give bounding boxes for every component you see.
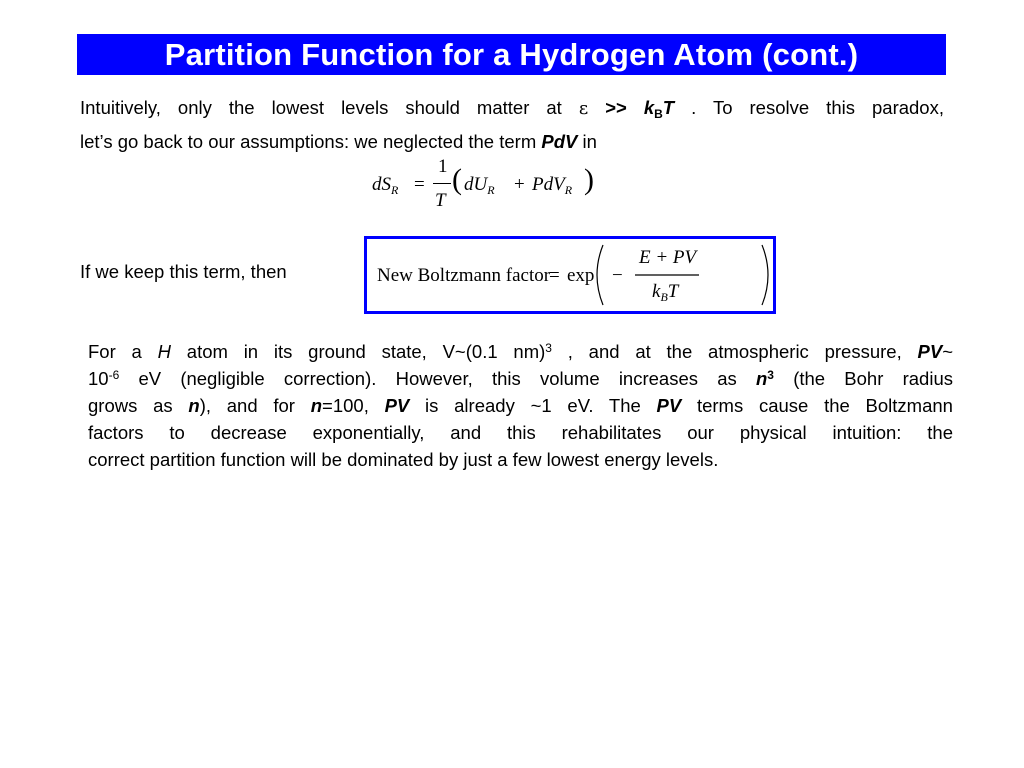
intro-paragraph	[80, 94, 944, 155]
boltzmann-denominator	[652, 281, 678, 303]
ten: 10	[88, 368, 109, 389]
epsilon-symbol: ε	[578, 98, 589, 119]
para2-text-10: =100,	[322, 395, 385, 416]
boltzmann-factor-box	[364, 236, 776, 314]
para2-line-3	[88, 392, 953, 419]
intro-line-2	[80, 128, 944, 155]
n-symbol-3: n	[310, 395, 323, 416]
n-cubed-exponent: 3	[767, 368, 774, 382]
para2-text-11: is already ~1 eV. The	[409, 395, 657, 416]
eq1-du-sub: R	[487, 183, 495, 197]
intro-text-4: in	[577, 131, 597, 152]
boltzmann-den-k: k	[652, 281, 661, 302]
para2-line-4	[88, 419, 953, 446]
para2-text-14: correct partition function will be dominated by just a few lowest energy levels.	[88, 449, 719, 470]
para2-line-5	[88, 446, 953, 473]
kb-subscript: B	[654, 107, 663, 121]
entropy-equation	[368, 156, 598, 216]
eq1-plus: +	[514, 174, 525, 195]
n-symbol-2: n	[188, 395, 200, 416]
temperature-symbol: T	[662, 97, 675, 118]
eq1-du-text: dU	[464, 174, 488, 195]
boltzmann-den-t: T	[667, 281, 679, 302]
eq1-equals: =	[414, 174, 425, 195]
intro-text-1: Intuitively, only the lowest levels should matter at	[80, 97, 579, 118]
pv-term-2: PV	[384, 395, 410, 416]
eq1-fraction-bar	[433, 183, 451, 184]
para2-text-7: (the Bohr radius	[773, 368, 953, 389]
much-greater-symbol: >>	[588, 97, 644, 118]
para2-text-2: atom in its ground state, V~(0.1 nm)	[171, 341, 546, 362]
boltzmann-minus: −	[612, 265, 623, 286]
eq1-pdv-text: PdV	[532, 174, 565, 195]
para2-text-9: ), and for	[199, 395, 311, 416]
para2-text-3: , and at the atmospheric pressure,	[551, 341, 918, 362]
eq1-numerator: 1	[438, 156, 448, 177]
pv-term-1: PV	[917, 341, 943, 362]
eq1-left-paren: (	[452, 163, 462, 196]
para2-text-8: grows as	[88, 395, 189, 416]
pdv-term: PdV	[541, 131, 578, 152]
boltzmann-equals: =	[549, 265, 560, 286]
eq1-du	[464, 174, 495, 196]
para2-text-13: factors to decrease exponentially, and this rehabilitates our physical intuition: the	[88, 422, 953, 443]
para2-text-1: For a	[88, 341, 158, 362]
para2-line-1	[88, 338, 953, 365]
neg6-exponent: -6	[108, 368, 120, 382]
eq1-ds: dS	[372, 174, 391, 195]
eq1-right-paren: )	[584, 163, 594, 196]
hydrogen-symbol: H	[157, 341, 171, 362]
pv-term-3: PV	[656, 395, 682, 416]
keep-term-label: If we keep this term, then	[80, 261, 287, 282]
eq1-pdv	[532, 174, 572, 196]
para2-line-2	[88, 365, 953, 392]
tilde: ~	[942, 341, 953, 362]
eq1-lhs-sub: R	[391, 183, 399, 197]
intro-text-3: let’s go back to our assumptions: we neglected the term	[80, 131, 542, 152]
intro-line-1	[80, 94, 944, 128]
kb-k: k	[643, 97, 655, 118]
boltzmann-exp: exp	[567, 265, 595, 286]
boltzmann-den-sub: B	[660, 290, 668, 304]
ground-state-paragraph	[88, 338, 953, 473]
boltzmann-lhs: New Boltzmann factor	[377, 265, 551, 286]
eq1-denominator: T	[435, 190, 446, 211]
boltzmann-brackets	[367, 239, 773, 311]
boltzmann-numerator: E + PV	[639, 247, 697, 268]
eq1-lhs	[372, 174, 398, 196]
slide-title-bar	[77, 34, 946, 75]
intro-text-2: . To resolve this paradox,	[674, 97, 944, 118]
n-symbol-1: n	[755, 368, 768, 389]
para2-text-6: eV (negligible correction). However, this volume increases as	[119, 368, 756, 389]
cubic-exponent: 3	[545, 341, 552, 355]
para2-text-12: terms cause the Boltzmann	[681, 395, 953, 416]
eq1-pdv-sub: R	[564, 183, 573, 197]
slide-title: Partition Function for a Hydrogen Atom (cont.)	[164, 36, 859, 72]
